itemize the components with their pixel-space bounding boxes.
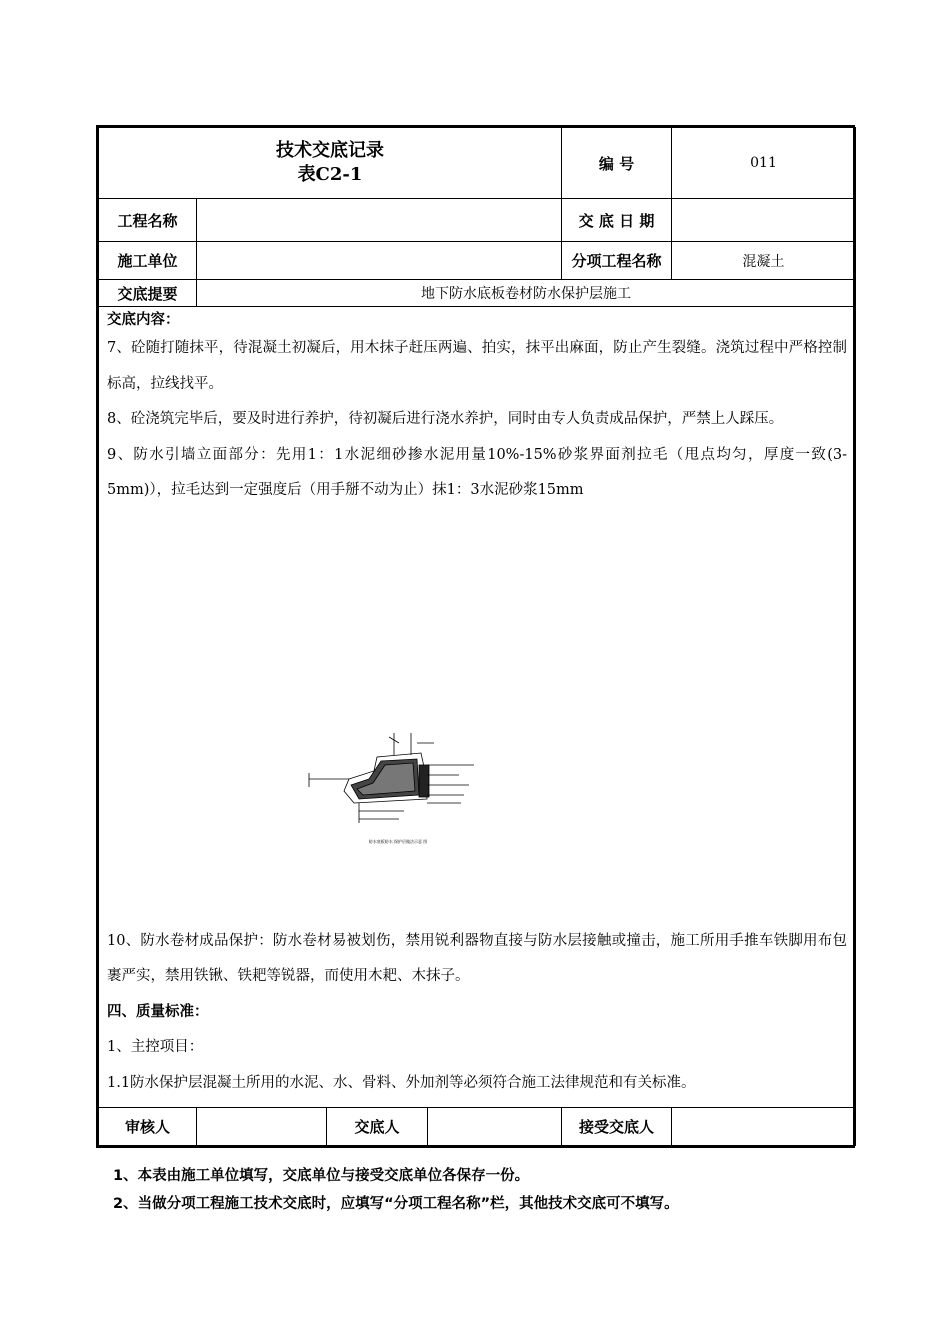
discloser-field[interactable] (428, 1108, 562, 1146)
construction-diagram (107, 509, 847, 924)
figure-caption: 防水底板防水 保护层做法示意 图 (368, 838, 428, 844)
content-cell (99, 307, 856, 1108)
builder-label: 施工单位 (99, 242, 197, 280)
date-label: 交 底 日 期 (562, 199, 672, 242)
content-heading: 交底内容： (107, 312, 180, 328)
paragraph-8: 8、砼浇筑完毕后，要及时进行养护，待初凝后进行浇水养护，同时由专人负责成品保护，严禁上人踩压。 (107, 411, 784, 427)
discloser-label: 交底人 (327, 1108, 428, 1146)
paragraph-9: 9、防水引墙立面部分：先用1：1水泥细砂掺水泥用量10%-15%砂浆界面剂拉毛（甩点均匀，厚度一致(3-5mm)），拉毛达到一定强度后（用手掰不动为止）抹1：3水泥砂浆15mm (107, 446, 847, 498)
reviewer-field[interactable] (197, 1108, 327, 1146)
section-4-heading: 四、质量标准： (107, 1003, 209, 1020)
subproject-value: 混凝土 (672, 242, 856, 280)
paragraph-7: 7、砼随打随抹平，待混凝土初凝后，用木抹子赶压两遍、拍实，抹平出麻面，防止产生裂缝。浇筑过程中严格控制标高，拉线找平。 (107, 340, 847, 392)
receiver-field[interactable] (672, 1108, 856, 1146)
form-code: 表C2-1 (297, 164, 363, 185)
date-field[interactable] (672, 199, 856, 242)
number-label: 编 号 (562, 128, 672, 199)
title-cell (99, 128, 562, 199)
form-title: 技术交底记录 (276, 140, 384, 161)
note-1: 1、本表由施工单位填写，交底单位与接受交底单位各保存一份。 (113, 1168, 530, 1184)
builder-field[interactable] (197, 242, 562, 280)
disclosure-form (96, 125, 855, 1148)
waterproof-section-drawing (299, 719, 499, 849)
form-table (98, 127, 856, 1146)
subproject-label: 分项工程名称 (562, 242, 672, 280)
number-value: 011 (672, 128, 856, 199)
item-1: 1、主控项目： (107, 1039, 204, 1055)
note-2: 2、当做分项工程施工技术交底时，应填写“分项工程名称”栏，其他技术交底可不填写。 (113, 1196, 679, 1212)
footer-notes (113, 1162, 679, 1218)
summary-label: 交底提要 (99, 280, 197, 307)
item-1-1: 1.1防水保护层混凝土所用的水泥、水、骨料、外加剂等必须符合施工法律规范和有关标准。 (107, 1074, 696, 1091)
summary-value: 地下防水底板卷材防水保护层施工 (197, 280, 856, 307)
receiver-label: 接受交底人 (562, 1108, 672, 1146)
project-name-field[interactable] (197, 199, 562, 242)
reviewer-label: 审核人 (99, 1108, 197, 1146)
paragraph-10: 10、防水卷材成品保护：防水卷材易被划伤，禁用锐利器物直接与防水层接触或撞击，施工所用手推车铁脚用布包裹严实，禁用铁锹、铁耙等锐器，而使用木耙、木抹子。 (107, 932, 847, 984)
project-name-label: 工程名称 (99, 199, 197, 242)
